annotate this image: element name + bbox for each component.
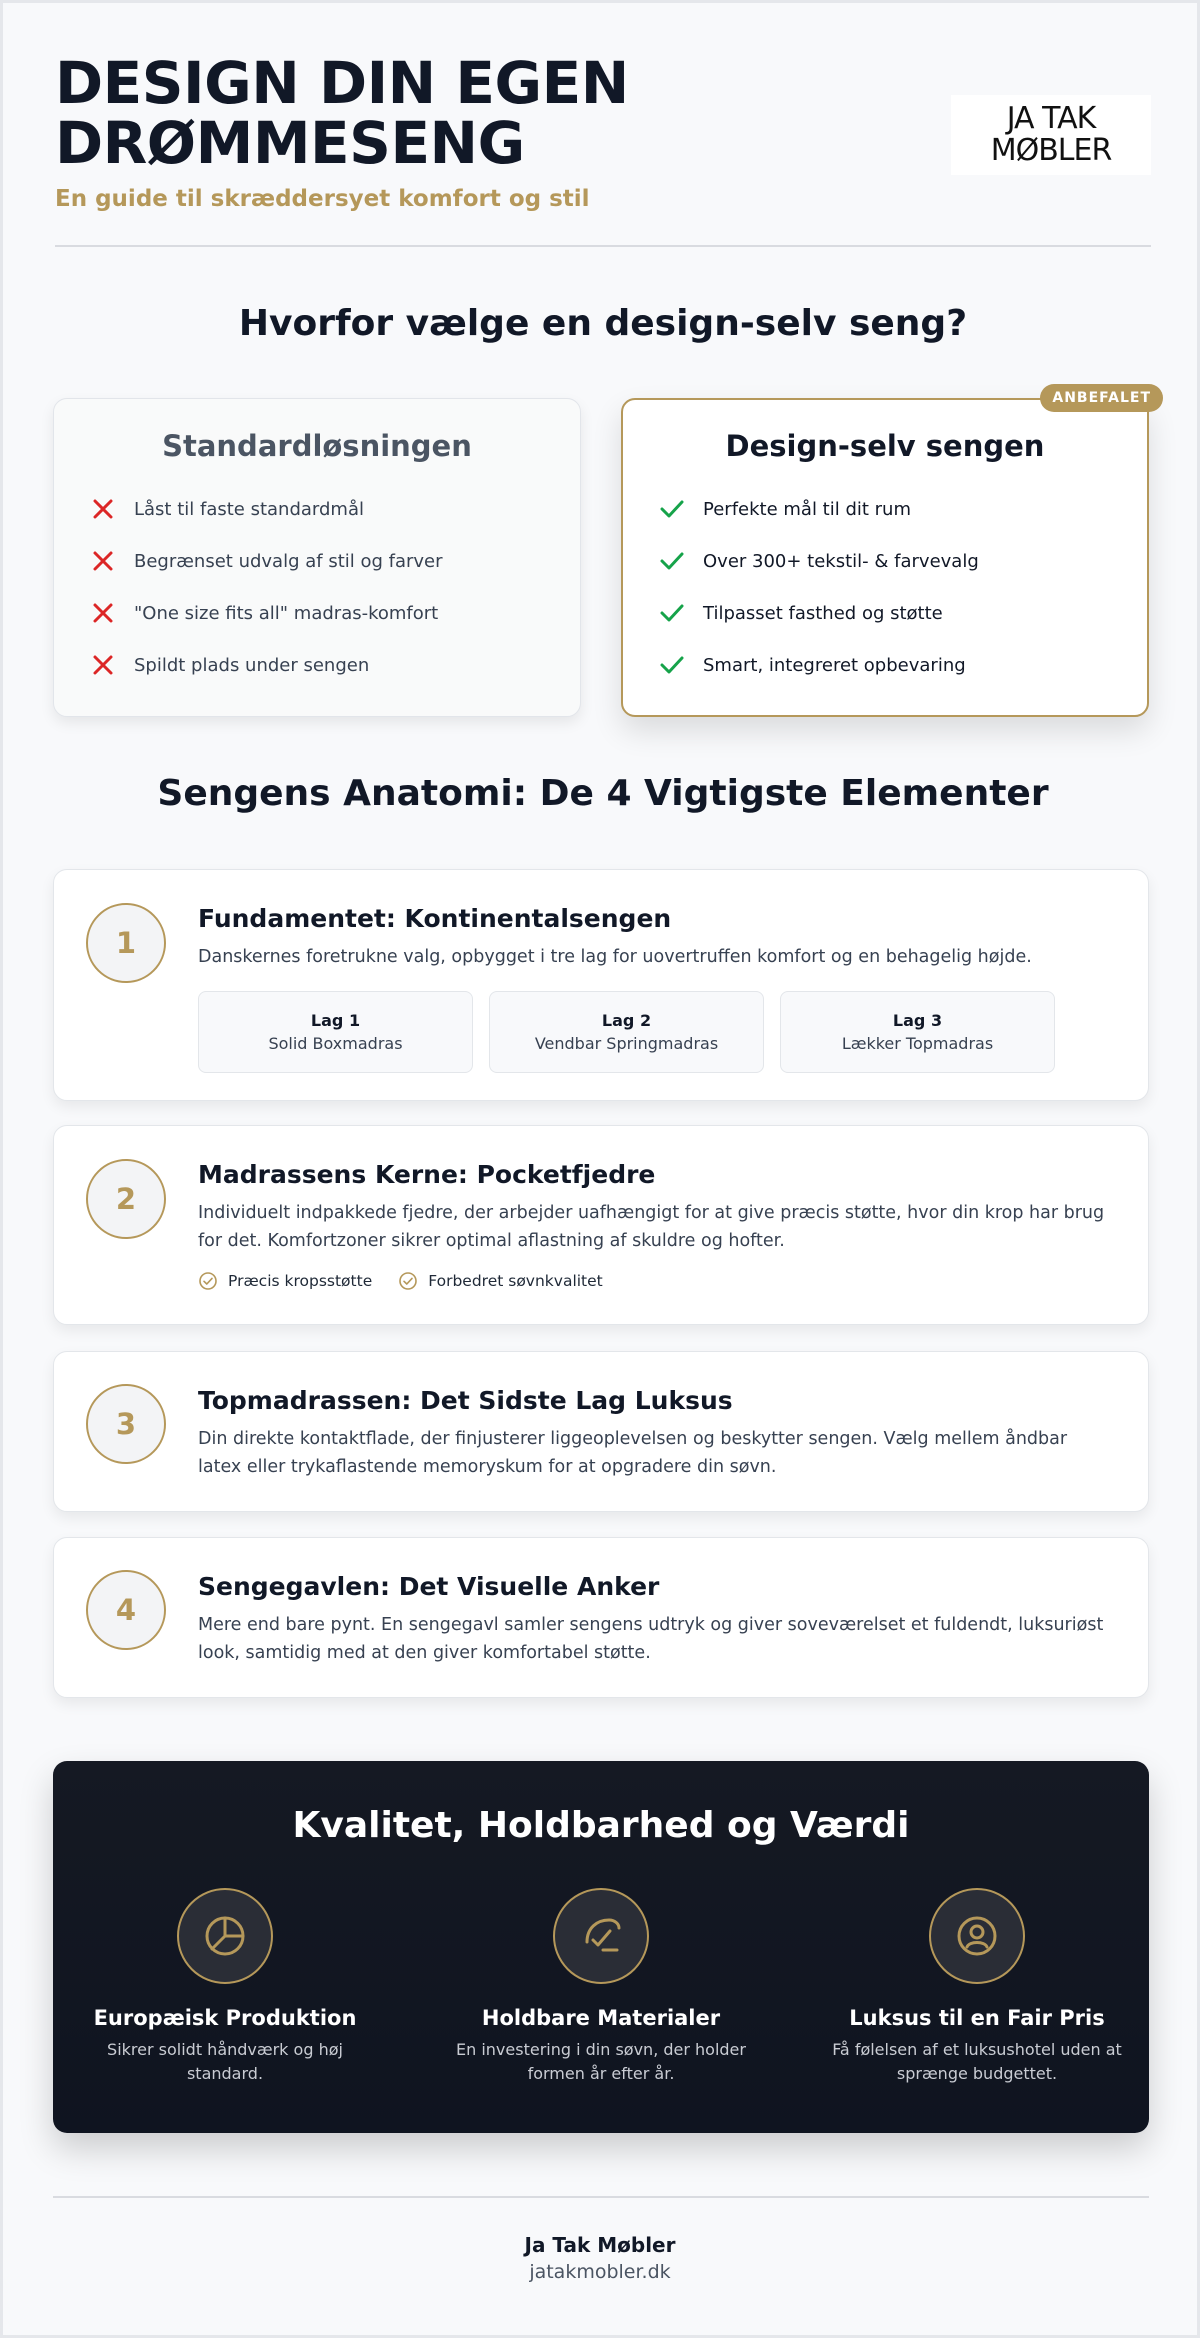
layer-box	[780, 991, 1055, 1073]
element-description: Danskernes foretrukne valg, opbygget i tre lag for uovertruffen komfort og en behagelig højde.	[198, 947, 1032, 967]
list-item	[659, 587, 1147, 639]
element-description: Individuelt indpakkede fjedre, der arbejder uafhængigt for at give præcis støtte, hvor din krop har brug for det. Komfortzoner sikrer optimal aflastning af skuldre og hofter.	[198, 1203, 1105, 1251]
page-title	[55, 49, 675, 177]
why-section-title: Hvorfor vælge en design-selv seng?	[238, 303, 968, 344]
europe-globe-icon	[177, 1888, 273, 1984]
quality-panel	[53, 1761, 1149, 2133]
list-item-text: Tilpasset fasthed og støtte	[703, 602, 943, 624]
recommended-badge: ANBEFALET	[1040, 384, 1163, 412]
step-number: 1	[86, 903, 166, 983]
standard-solution-card	[53, 398, 581, 717]
feature-item	[398, 1271, 603, 1291]
standard-card-title: Standardløsningen	[162, 429, 472, 463]
layer-box	[489, 991, 764, 1073]
list-item	[90, 535, 580, 587]
element-title: Topmadrassen: Det Sidste Lag Luksus	[198, 1386, 733, 1415]
logo-line2: MØBLER	[990, 133, 1112, 168]
element-title: Madrassens Kerne: Pocketfjedre	[198, 1160, 656, 1189]
infographic-page	[3, 3, 1197, 2335]
page-subtitle: En guide til skræddersyet komfort og stil	[55, 186, 590, 212]
element-card-pocket-springs	[53, 1125, 1149, 1325]
step-number: 4	[86, 1570, 166, 1650]
list-item	[659, 535, 1147, 587]
list-item-text: Perfekte mål til dit rum	[703, 498, 911, 520]
quality-item	[805, 1888, 1149, 2086]
page-title-line1: DESIGN DIN EGEN	[55, 49, 629, 117]
design-self-card	[621, 390, 1151, 717]
luxury-badge-icon	[929, 1888, 1025, 1984]
x-icon	[90, 548, 116, 574]
check-circle-icon	[398, 1271, 418, 1291]
x-icon	[90, 600, 116, 626]
layer-name: Lag 2	[601, 1011, 652, 1030]
element-title: Sengegavlen: Det Visuelle Anker	[198, 1572, 660, 1601]
footer-company-name: Ja Tak Møbler	[524, 2233, 676, 2257]
element-card-headboard	[53, 1537, 1149, 1698]
list-item-text: "One size fits all" madras-komfort	[134, 602, 439, 624]
element-title: Fundamentet: Kontinentalsengen	[198, 904, 672, 933]
quality-item-desc: Sikrer solidt håndværk og høj standard.	[107, 2040, 343, 2083]
list-item	[90, 587, 580, 639]
design-card-title: Design-selv sengen	[725, 429, 1045, 463]
element-description: Mere end bare pynt. En sengegavl samler sengens udtryk og giver soveværelset et fuldendt, luksuriøst look, samtidig med at den giver komfortabel støtte.	[198, 1615, 1104, 1663]
footer-divider	[53, 2196, 1149, 2198]
check-icon	[659, 496, 685, 522]
layer-box	[198, 991, 473, 1073]
brand-logo	[951, 95, 1151, 175]
list-item	[90, 483, 580, 535]
layer-name: Lag 3	[892, 1011, 943, 1030]
list-item-text: Smart, integreret opbevaring	[703, 654, 966, 676]
element-card-foundation	[53, 869, 1149, 1101]
quality-item-desc: En investering i din søvn, der holder formen år efter år.	[456, 2040, 746, 2083]
design-list	[623, 483, 1147, 691]
element-description: Din direkte kontaktflade, der finjusterer liggeoplevelsen og beskytter sengen. Vælg mellem åndbar latex eller trykaflastende memoryskum for at opgradere din søvn.	[198, 1429, 1068, 1477]
footer-website-link[interactable]: jatakmobler.dk	[529, 2261, 671, 2283]
quality-item	[429, 1888, 773, 2086]
check-icon	[659, 600, 685, 626]
page-title-line2: DRØMMESENG	[55, 109, 525, 177]
logo-line1: JA TAK	[1006, 101, 1096, 136]
x-icon	[90, 652, 116, 678]
quality-item-desc: Få følelsen af et luksushotel uden at sprænge budgettet.	[832, 2040, 1122, 2083]
check-icon	[659, 652, 685, 678]
layer-desc: Lækker Topmadras	[841, 1034, 994, 1053]
check-icon	[659, 548, 685, 574]
page-header	[55, 49, 1151, 247]
check-circle-icon	[198, 1271, 218, 1291]
list-item-text: Over 300+ tekstil- & farvevalg	[703, 550, 979, 572]
element-card-topmattress	[53, 1351, 1149, 1512]
feature-item	[198, 1271, 372, 1291]
feature-list	[198, 1271, 1108, 1291]
list-item-text: Låst til faste standardmål	[134, 498, 365, 520]
list-item	[659, 639, 1147, 691]
list-item	[659, 483, 1147, 535]
feature-text: Præcis kropsstøtte	[228, 1272, 373, 1290]
quality-item-title: Luksus til en Fair Pris	[849, 2006, 1105, 2030]
step-number: 3	[86, 1384, 166, 1464]
list-item-text: Begrænset udvalg af stil og farver	[134, 550, 443, 572]
quality-title: Kvalitet, Holdbarhed og Værdi	[292, 1805, 910, 1846]
quality-item-title: Europæisk Produktion	[93, 2006, 357, 2030]
quality-item	[53, 1888, 397, 2086]
standard-list	[54, 483, 580, 691]
list-item	[90, 639, 580, 691]
quality-item-title: Holdbare Materialer	[481, 2006, 721, 2030]
layer-name: Lag 1	[310, 1011, 361, 1030]
list-item-text: Spildt plads under sengen	[134, 654, 370, 676]
anatomy-section-title: Sengens Anatomi: De 4 Vigtigste Elementer	[157, 773, 1049, 814]
x-icon	[90, 496, 116, 522]
feature-text: Forbedret søvnkvalitet	[428, 1272, 603, 1290]
durable-check-icon	[553, 1888, 649, 1984]
layer-desc: Vendbar Springmadras	[534, 1034, 719, 1053]
layer-list	[198, 991, 1108, 1073]
step-number: 2	[86, 1159, 166, 1239]
layer-desc: Solid Boxmadras	[268, 1034, 403, 1053]
